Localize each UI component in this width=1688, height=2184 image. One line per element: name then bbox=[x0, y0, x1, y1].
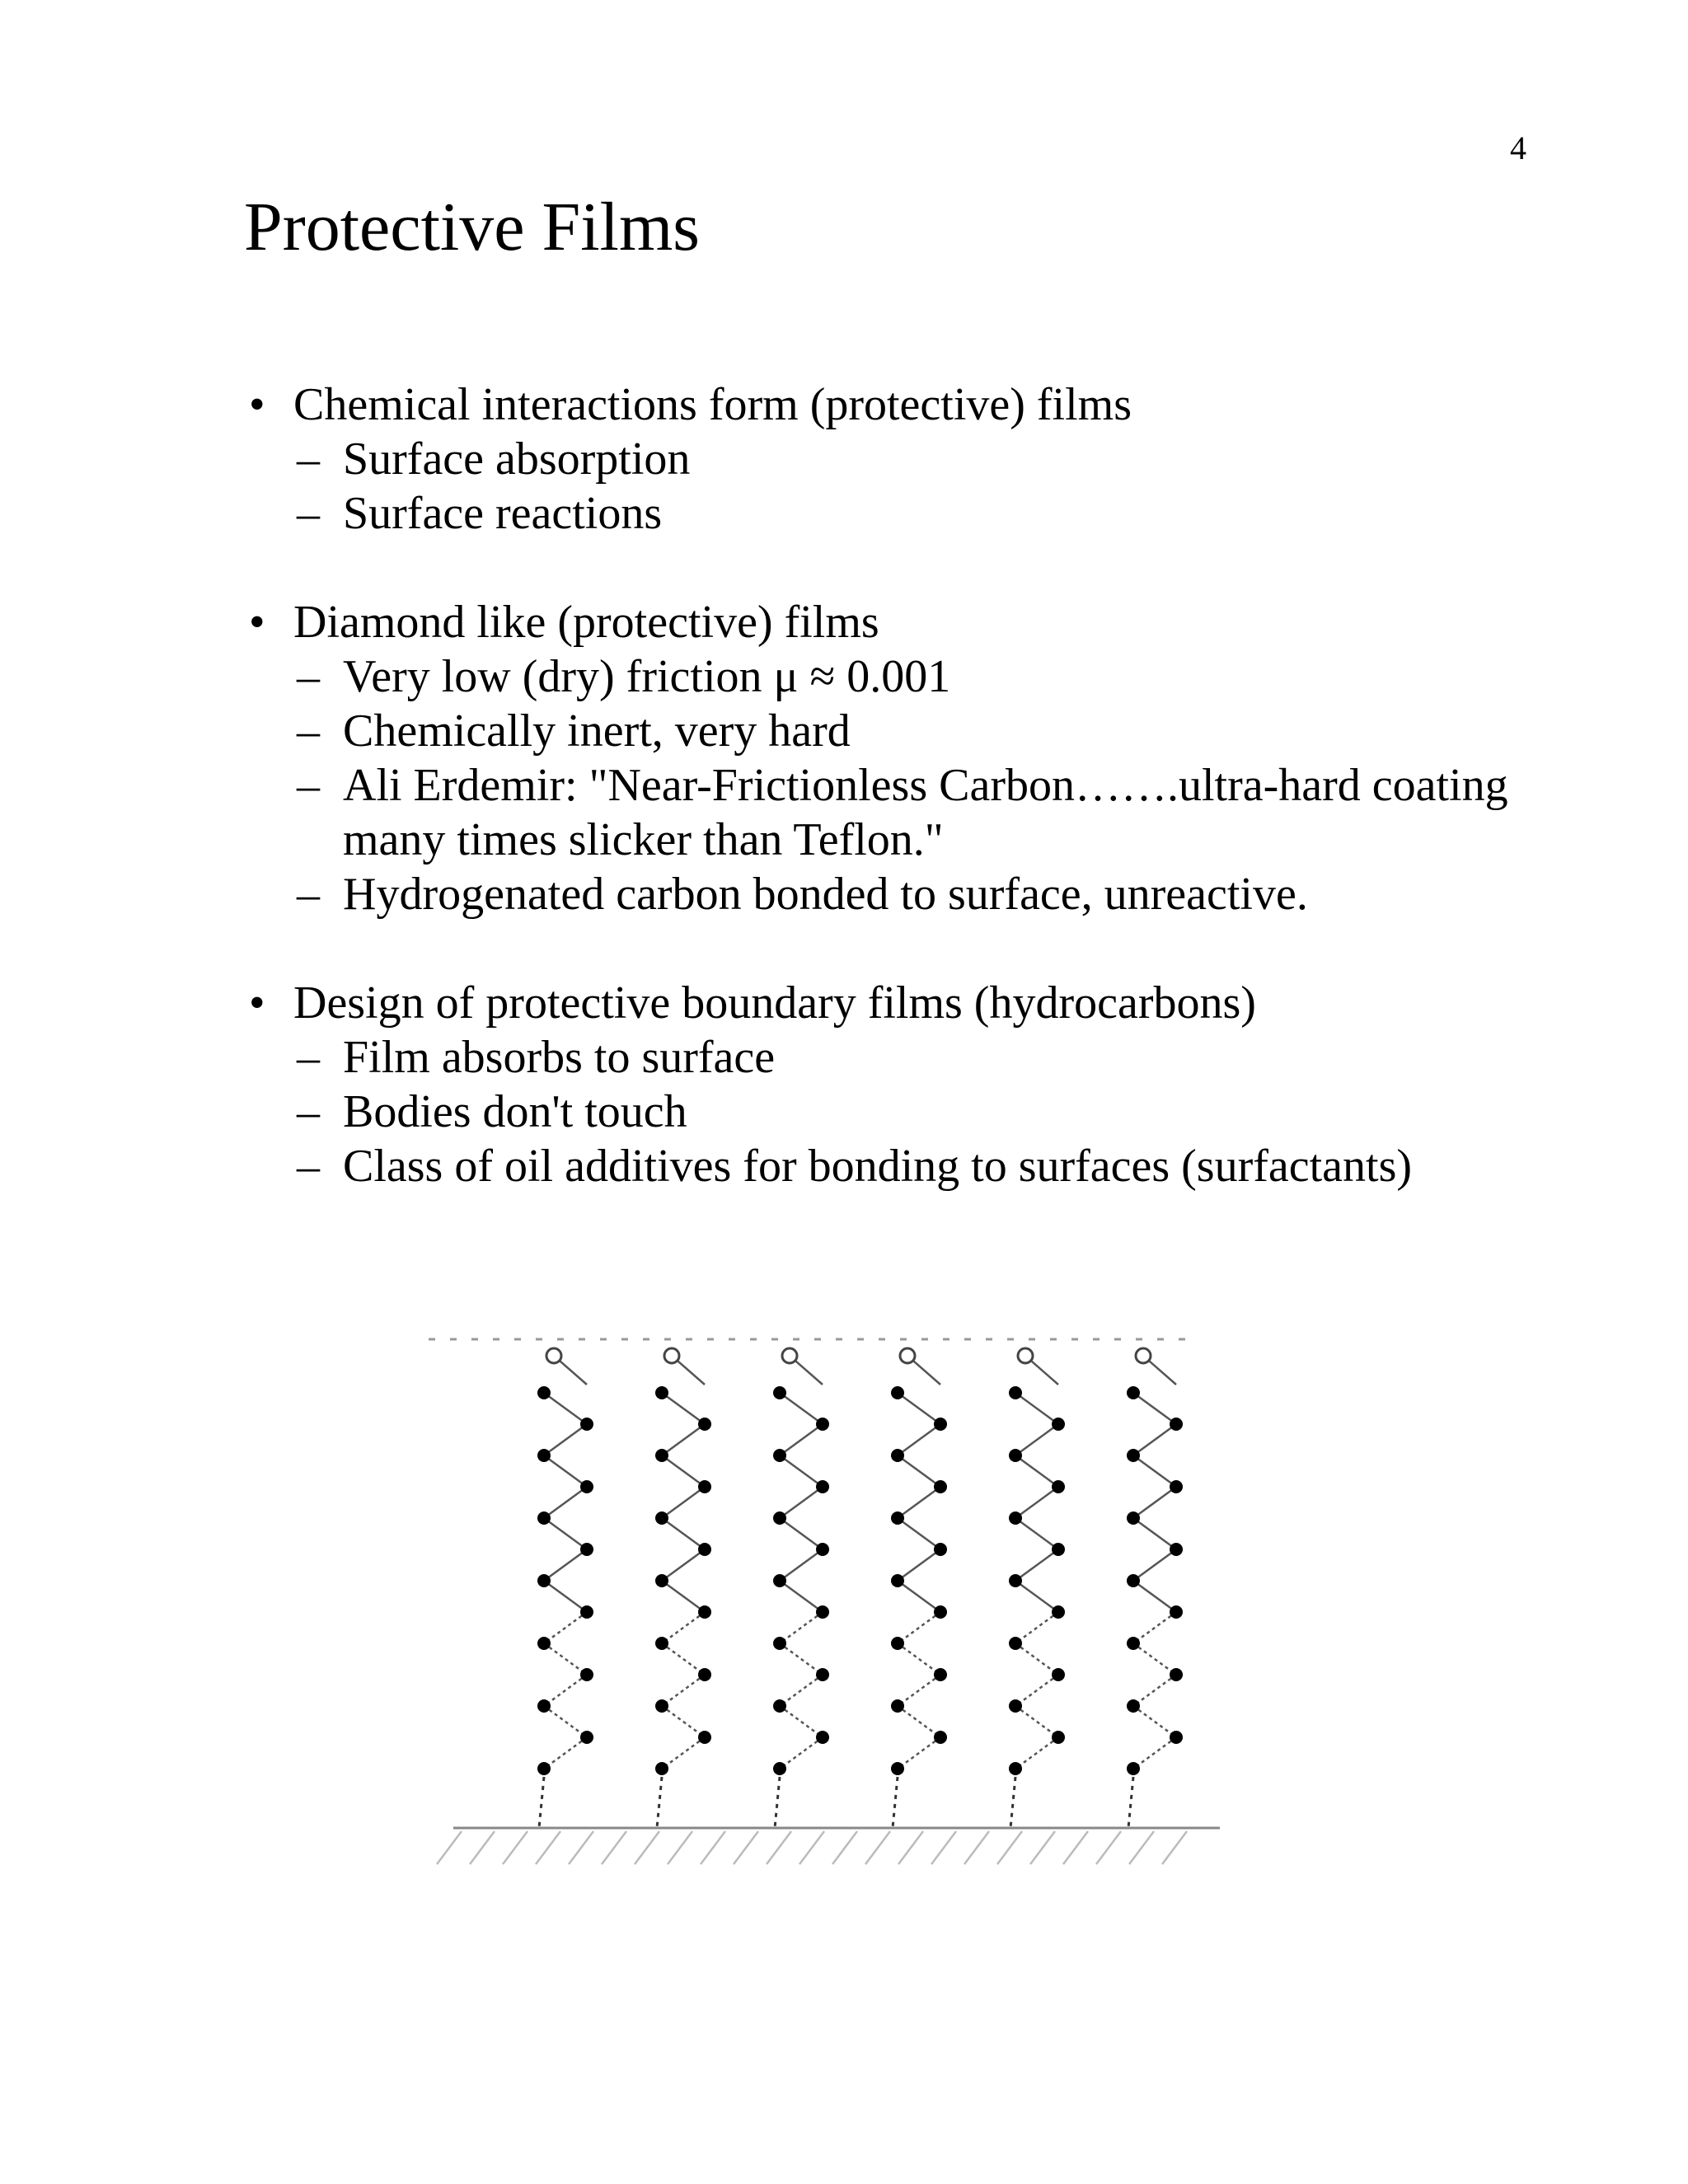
surface-hatch bbox=[964, 1831, 989, 1864]
chain-bond bbox=[1015, 1612, 1058, 1643]
carbon-atom bbox=[1127, 1386, 1140, 1399]
carbon-atom bbox=[1009, 1574, 1022, 1587]
surface-hatch bbox=[898, 1831, 923, 1864]
surfactant-chains-diagram bbox=[429, 1331, 1236, 1875]
chain-bond bbox=[1133, 1612, 1176, 1643]
carbon-atom bbox=[537, 1574, 551, 1587]
carbon-atom bbox=[537, 1386, 551, 1399]
carbon-atom bbox=[1127, 1574, 1140, 1587]
carbon-atom bbox=[537, 1762, 551, 1775]
surface-hatch bbox=[569, 1831, 593, 1864]
chain-bond bbox=[1133, 1518, 1176, 1549]
chain-bond bbox=[1133, 1549, 1176, 1581]
carbon-atom bbox=[773, 1574, 786, 1587]
chain-bond bbox=[544, 1424, 587, 1455]
surfactant-molecule-figure bbox=[429, 1331, 1236, 1875]
chain-bond bbox=[544, 1518, 587, 1549]
carbon-atom bbox=[934, 1731, 947, 1744]
carbon-atom bbox=[580, 1668, 593, 1681]
chain-bond bbox=[544, 1675, 587, 1706]
bullet-text: Diamond like (protective) films bbox=[293, 597, 879, 648]
carbon-atom bbox=[773, 1637, 786, 1650]
carbon-atom bbox=[1170, 1731, 1183, 1744]
chain-bond bbox=[898, 1487, 940, 1518]
chain-bond bbox=[1133, 1675, 1176, 1706]
bullet-dot: • bbox=[249, 597, 265, 648]
carbon-atom bbox=[891, 1511, 904, 1525]
carbon-atom bbox=[891, 1574, 904, 1587]
sub-item bbox=[244, 1139, 1513, 1193]
carbon-atom bbox=[655, 1574, 668, 1587]
chain-bond bbox=[1133, 1393, 1176, 1424]
sub-list bbox=[244, 649, 1513, 921]
hydrocarbon-chain bbox=[1009, 1348, 1065, 1828]
chain-bond bbox=[1015, 1393, 1058, 1424]
surface-hatch bbox=[437, 1831, 462, 1864]
chain-bond bbox=[544, 1612, 587, 1643]
chain-bond bbox=[662, 1455, 705, 1487]
carbon-atom bbox=[1052, 1480, 1065, 1493]
chain-bond bbox=[544, 1487, 587, 1518]
surface-hatch bbox=[1030, 1831, 1055, 1864]
chain-bond bbox=[780, 1643, 823, 1675]
sub-dash: – bbox=[297, 1032, 320, 1083]
carbon-atom bbox=[816, 1731, 829, 1744]
surface-hatch bbox=[1162, 1831, 1187, 1864]
chain-bond bbox=[780, 1393, 823, 1424]
sub-dash: – bbox=[297, 488, 320, 539]
chain-bond bbox=[1133, 1487, 1176, 1518]
sub-text: Film absorbs to surface bbox=[343, 1032, 776, 1083]
head-group-atom bbox=[546, 1348, 561, 1363]
sub-dash: – bbox=[297, 705, 320, 757]
chain-bond bbox=[898, 1675, 940, 1706]
carbon-atom bbox=[537, 1511, 551, 1525]
sub-item bbox=[244, 758, 1513, 867]
surface-hatch bbox=[997, 1831, 1022, 1864]
carbon-atom bbox=[655, 1762, 668, 1775]
anchor-bond bbox=[893, 1777, 898, 1828]
surface-hatch bbox=[1129, 1831, 1154, 1864]
bullet-dot: • bbox=[249, 379, 265, 430]
carbon-atom bbox=[1009, 1386, 1022, 1399]
chain-bond bbox=[662, 1487, 705, 1518]
carbon-atom bbox=[655, 1386, 668, 1399]
sub-list bbox=[244, 1030, 1513, 1193]
sub-text: Bodies don't touch bbox=[343, 1086, 687, 1137]
carbon-atom bbox=[537, 1449, 551, 1462]
carbon-atom bbox=[655, 1449, 668, 1462]
chain-bond bbox=[544, 1455, 587, 1487]
surface-hatch bbox=[536, 1831, 560, 1864]
chain-bond bbox=[662, 1549, 705, 1581]
bullet-item bbox=[244, 595, 1513, 649]
carbon-atom bbox=[655, 1637, 668, 1650]
chain-bond bbox=[780, 1424, 823, 1455]
chain-bond bbox=[1133, 1581, 1176, 1612]
sub-dash: – bbox=[297, 1086, 320, 1137]
page-title: Protective Films bbox=[244, 189, 700, 265]
carbon-atom bbox=[580, 1480, 593, 1493]
bullet-dot: • bbox=[249, 977, 265, 1029]
carbon-atom bbox=[1170, 1480, 1183, 1493]
chain-bond bbox=[898, 1581, 940, 1612]
carbon-atom bbox=[580, 1605, 593, 1619]
carbon-atom bbox=[1170, 1605, 1183, 1619]
chain-bond bbox=[1133, 1424, 1176, 1455]
sub-item bbox=[244, 867, 1513, 921]
carbon-atom bbox=[655, 1699, 668, 1713]
hydrocarbon-chain bbox=[773, 1348, 829, 1828]
hydrocarbon-chain bbox=[1127, 1348, 1183, 1828]
chain-bond bbox=[662, 1424, 705, 1455]
chain-bond bbox=[780, 1581, 823, 1612]
chain-bond bbox=[780, 1549, 823, 1581]
carbon-atom bbox=[816, 1543, 829, 1556]
chain-bond bbox=[662, 1706, 705, 1737]
carbon-atom bbox=[698, 1668, 711, 1681]
chain-bond bbox=[780, 1518, 823, 1549]
bullet-text: Chemical interactions form (protective) films bbox=[293, 379, 1132, 430]
chain-bond bbox=[898, 1643, 940, 1675]
chain-bond bbox=[544, 1581, 587, 1612]
carbon-atom bbox=[1009, 1699, 1022, 1713]
sub-dash: – bbox=[297, 760, 320, 811]
sub-text: Chemically inert, very hard bbox=[343, 705, 851, 757]
carbon-atom bbox=[1052, 1543, 1065, 1556]
chain-bond bbox=[898, 1518, 940, 1549]
surface-hatch bbox=[635, 1831, 659, 1864]
page-number: 4 bbox=[1510, 129, 1526, 166]
sub-text: Very low (dry) friction μ ≈ 0.001 bbox=[343, 651, 951, 702]
surface-hatch bbox=[832, 1831, 857, 1864]
chain-bond bbox=[1015, 1424, 1058, 1455]
carbon-atom bbox=[698, 1731, 711, 1744]
chain-bond bbox=[898, 1455, 940, 1487]
chain-bond bbox=[544, 1643, 587, 1675]
carbon-atom bbox=[816, 1480, 829, 1493]
chain-bond bbox=[780, 1612, 823, 1643]
surface-hatch bbox=[602, 1831, 626, 1864]
carbon-atom bbox=[1127, 1637, 1140, 1650]
chain-bond bbox=[780, 1455, 823, 1487]
carbon-atom bbox=[1127, 1699, 1140, 1713]
surface-hatch bbox=[1063, 1831, 1088, 1864]
sub-dash: – bbox=[297, 1141, 320, 1192]
head-group-atom bbox=[664, 1348, 679, 1363]
surface-hatch bbox=[865, 1831, 890, 1864]
head-group-atom bbox=[1136, 1348, 1151, 1363]
carbon-atom bbox=[1052, 1731, 1065, 1744]
chain-bond bbox=[780, 1487, 823, 1518]
sub-item bbox=[244, 1085, 1513, 1139]
sub-text: Class of oil additives for bonding to surfaces (surfactants) bbox=[343, 1141, 1413, 1192]
chain-bond bbox=[544, 1549, 587, 1581]
carbon-atom bbox=[773, 1699, 786, 1713]
sub-dash: – bbox=[297, 869, 320, 920]
anchor-bond bbox=[657, 1777, 662, 1828]
surface-hatch bbox=[470, 1831, 495, 1864]
chain-bond bbox=[662, 1643, 705, 1675]
chain-bond bbox=[1133, 1737, 1176, 1769]
carbon-atom bbox=[698, 1418, 711, 1431]
sub-list bbox=[244, 432, 1513, 541]
chain-bond bbox=[780, 1675, 823, 1706]
sub-item bbox=[244, 432, 1513, 486]
chain-bond bbox=[662, 1518, 705, 1549]
chain-bond bbox=[662, 1581, 705, 1612]
chain-bond bbox=[544, 1706, 587, 1737]
bullet-item bbox=[244, 377, 1513, 432]
anchor-bond bbox=[539, 1777, 544, 1828]
chain-bond bbox=[662, 1675, 705, 1706]
chain-bond bbox=[662, 1737, 705, 1769]
carbon-atom bbox=[934, 1605, 947, 1619]
carbon-atom bbox=[891, 1449, 904, 1462]
carbon-atom bbox=[1170, 1418, 1183, 1431]
surface-hatch bbox=[767, 1831, 791, 1864]
anchor-bond bbox=[775, 1777, 780, 1828]
carbon-atom bbox=[891, 1637, 904, 1650]
sub-item bbox=[244, 1030, 1513, 1085]
surface-hatch bbox=[701, 1831, 725, 1864]
carbon-atom bbox=[773, 1449, 786, 1462]
sub-text: Surface absorption bbox=[343, 434, 691, 485]
carbon-atom bbox=[1009, 1637, 1022, 1650]
sub-text: Surface reactions bbox=[343, 488, 663, 539]
chain-bond bbox=[1133, 1455, 1176, 1487]
chain-bond bbox=[544, 1393, 587, 1424]
chain-bond bbox=[898, 1549, 940, 1581]
bullet-group bbox=[244, 377, 1513, 541]
chain-bond bbox=[1015, 1518, 1058, 1549]
surface-hatch bbox=[799, 1831, 824, 1864]
sub-item bbox=[244, 486, 1513, 541]
carbon-atom bbox=[773, 1511, 786, 1525]
chain-bond bbox=[780, 1706, 823, 1737]
carbon-atom bbox=[537, 1699, 551, 1713]
chain-bond bbox=[898, 1706, 940, 1737]
surface-hatch bbox=[931, 1831, 956, 1864]
bullet-group bbox=[244, 976, 1513, 1193]
substrate-surface bbox=[437, 1828, 1220, 1864]
carbon-atom bbox=[934, 1480, 947, 1493]
chain-bond bbox=[1015, 1737, 1058, 1769]
chain-bond bbox=[898, 1612, 940, 1643]
anchor-bond bbox=[1128, 1777, 1133, 1828]
bullet-list bbox=[244, 377, 1513, 1248]
carbon-atom bbox=[1052, 1418, 1065, 1431]
anchor-bond bbox=[1010, 1777, 1015, 1828]
carbon-atom bbox=[816, 1668, 829, 1681]
surface-hatch bbox=[503, 1831, 528, 1864]
surface-hatch bbox=[1096, 1831, 1121, 1864]
head-group-atom bbox=[782, 1348, 797, 1363]
carbon-atom bbox=[891, 1699, 904, 1713]
sub-dash: – bbox=[297, 651, 320, 702]
carbon-atom bbox=[1127, 1449, 1140, 1462]
carbon-atom bbox=[891, 1762, 904, 1775]
surface-hatch bbox=[734, 1831, 758, 1864]
carbon-atom bbox=[1052, 1605, 1065, 1619]
carbon-atom bbox=[1009, 1511, 1022, 1525]
sub-item bbox=[244, 704, 1513, 758]
carbon-atom bbox=[1052, 1668, 1065, 1681]
chain-bond bbox=[1015, 1487, 1058, 1518]
hydrocarbon-chains bbox=[537, 1348, 1183, 1828]
carbon-atom bbox=[698, 1605, 711, 1619]
hydrocarbon-chain bbox=[891, 1348, 947, 1828]
bullet-group bbox=[244, 595, 1513, 921]
head-group-atom bbox=[900, 1348, 915, 1363]
sub-item bbox=[244, 649, 1513, 704]
carbon-atom bbox=[580, 1418, 593, 1431]
sub-text: Ali Erdemir: "Near-Frictionless Carbon…….ultra-hard coating many times slicker than Teflon." bbox=[343, 760, 1508, 865]
head-group-atom bbox=[1018, 1348, 1033, 1363]
carbon-atom bbox=[1127, 1511, 1140, 1525]
chain-bond bbox=[898, 1393, 940, 1424]
carbon-atom bbox=[655, 1511, 668, 1525]
carbon-atom bbox=[1009, 1762, 1022, 1775]
carbon-atom bbox=[1170, 1543, 1183, 1556]
chain-bond bbox=[662, 1393, 705, 1424]
carbon-atom bbox=[816, 1605, 829, 1619]
carbon-atom bbox=[934, 1543, 947, 1556]
bullet-text: Design of protective boundary films (hydrocarbons) bbox=[293, 977, 1256, 1029]
carbon-atom bbox=[580, 1543, 593, 1556]
carbon-atom bbox=[1009, 1449, 1022, 1462]
surface-hatch bbox=[668, 1831, 692, 1864]
hydrocarbon-chain bbox=[655, 1348, 711, 1828]
carbon-atom bbox=[934, 1418, 947, 1431]
carbon-atom bbox=[816, 1418, 829, 1431]
chain-bond bbox=[1015, 1675, 1058, 1706]
chain-bond bbox=[1015, 1455, 1058, 1487]
chain-bond bbox=[780, 1737, 823, 1769]
carbon-atom bbox=[773, 1386, 786, 1399]
carbon-atom bbox=[773, 1762, 786, 1775]
bullet-item bbox=[244, 976, 1513, 1030]
hydrocarbon-chain bbox=[537, 1348, 593, 1828]
chain-bond bbox=[898, 1424, 940, 1455]
carbon-atom bbox=[1127, 1762, 1140, 1775]
chain-bond bbox=[1133, 1706, 1176, 1737]
chain-bond bbox=[1015, 1643, 1058, 1675]
chain-bond bbox=[1015, 1549, 1058, 1581]
chain-bond bbox=[1015, 1706, 1058, 1737]
sub-dash: – bbox=[297, 434, 320, 485]
carbon-atom bbox=[698, 1480, 711, 1493]
chain-bond bbox=[898, 1737, 940, 1769]
carbon-atom bbox=[537, 1637, 551, 1650]
carbon-atom bbox=[698, 1543, 711, 1556]
chain-bond bbox=[1015, 1581, 1058, 1612]
carbon-atom bbox=[891, 1386, 904, 1399]
carbon-atom bbox=[580, 1731, 593, 1744]
chain-bond bbox=[544, 1737, 587, 1769]
carbon-atom bbox=[1170, 1668, 1183, 1681]
chain-bond bbox=[662, 1612, 705, 1643]
carbon-atom bbox=[934, 1668, 947, 1681]
chain-bond bbox=[1133, 1643, 1176, 1675]
sub-text: Hydrogenated carbon bonded to surface, unreactive. bbox=[343, 869, 1308, 920]
